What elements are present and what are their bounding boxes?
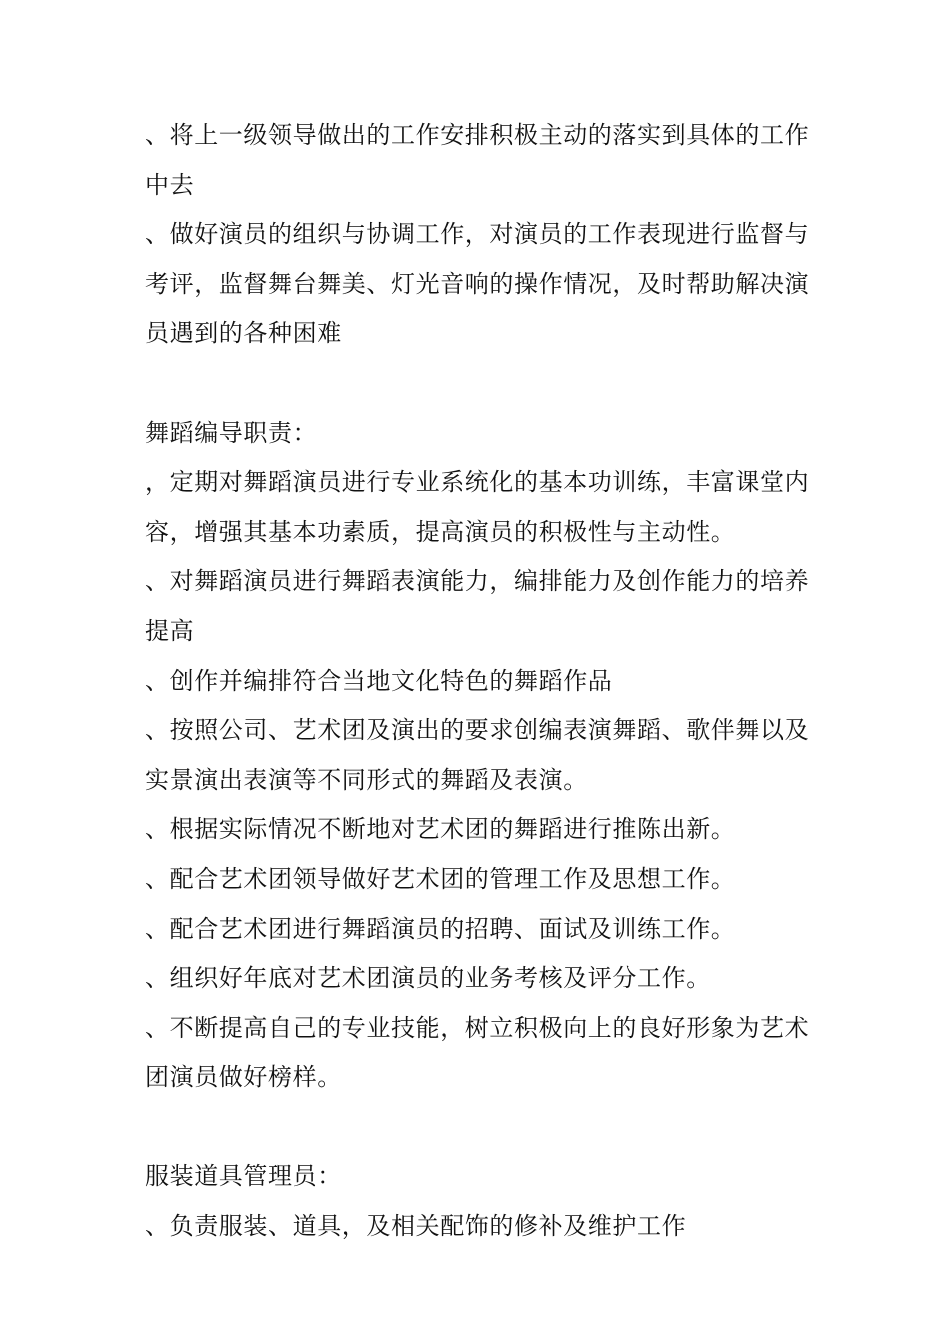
section-heading-choreographer: 舞蹈编导职责： (145, 418, 318, 447)
paragraph-spacer (145, 359, 815, 409)
list-item: 、根据实际情况不断地对艺术团的舞蹈进行推陈出新。 (145, 815, 736, 844)
list-item: 、不断提高自己的专业技能，树立积极向上的良好形象为艺术团演员做好榜样。 (145, 1013, 810, 1092)
list-item: 、配合艺术团领导做好艺术团的管理工作及思想工作。 (145, 864, 736, 893)
list-item: 、做好演员的组织与协调工作，对演员的工作表现进行监督与考评，监督舞台舞美、灯光音响的操作情况，及时帮助解决演员遇到的各种困难 (145, 220, 810, 348)
list-item: 、按照公司、艺术团及演出的要求创编表演舞蹈、歌伴舞以及实景演出表演等不同形式的舞蹈及表演。 (145, 716, 810, 794)
section-heading-costume-manager: 服装道具管理员： (145, 1162, 342, 1191)
list-item: 、对舞蹈演员进行舞蹈表演能力，编排能力及创作能力的培养提高 (145, 567, 810, 645)
list-item: 、创作并编排符合当地文化特色的舞蹈作品 (145, 666, 613, 695)
list-item: 、配合艺术团进行舞蹈演员的招聘、面试及训练工作。 (145, 914, 736, 943)
list-item: ，定期对舞蹈演员进行专业系统化的基本功训练，丰富课堂内容，增强其基本功素质，提高演员的积极性与主动性。 (145, 468, 810, 546)
list-item: 、组织好年底对艺术团演员的业务考核及评分工作。 (145, 964, 711, 993)
list-item: 、负责服装、道具，及相关配饰的修补及维护工作 (145, 1212, 687, 1241)
paragraph-spacer (145, 1103, 815, 1153)
list-item: 、将上一级领导做出的工作安排积极主动的落实到具体的工作中去 (145, 121, 810, 199)
document-body (145, 111, 815, 1252)
